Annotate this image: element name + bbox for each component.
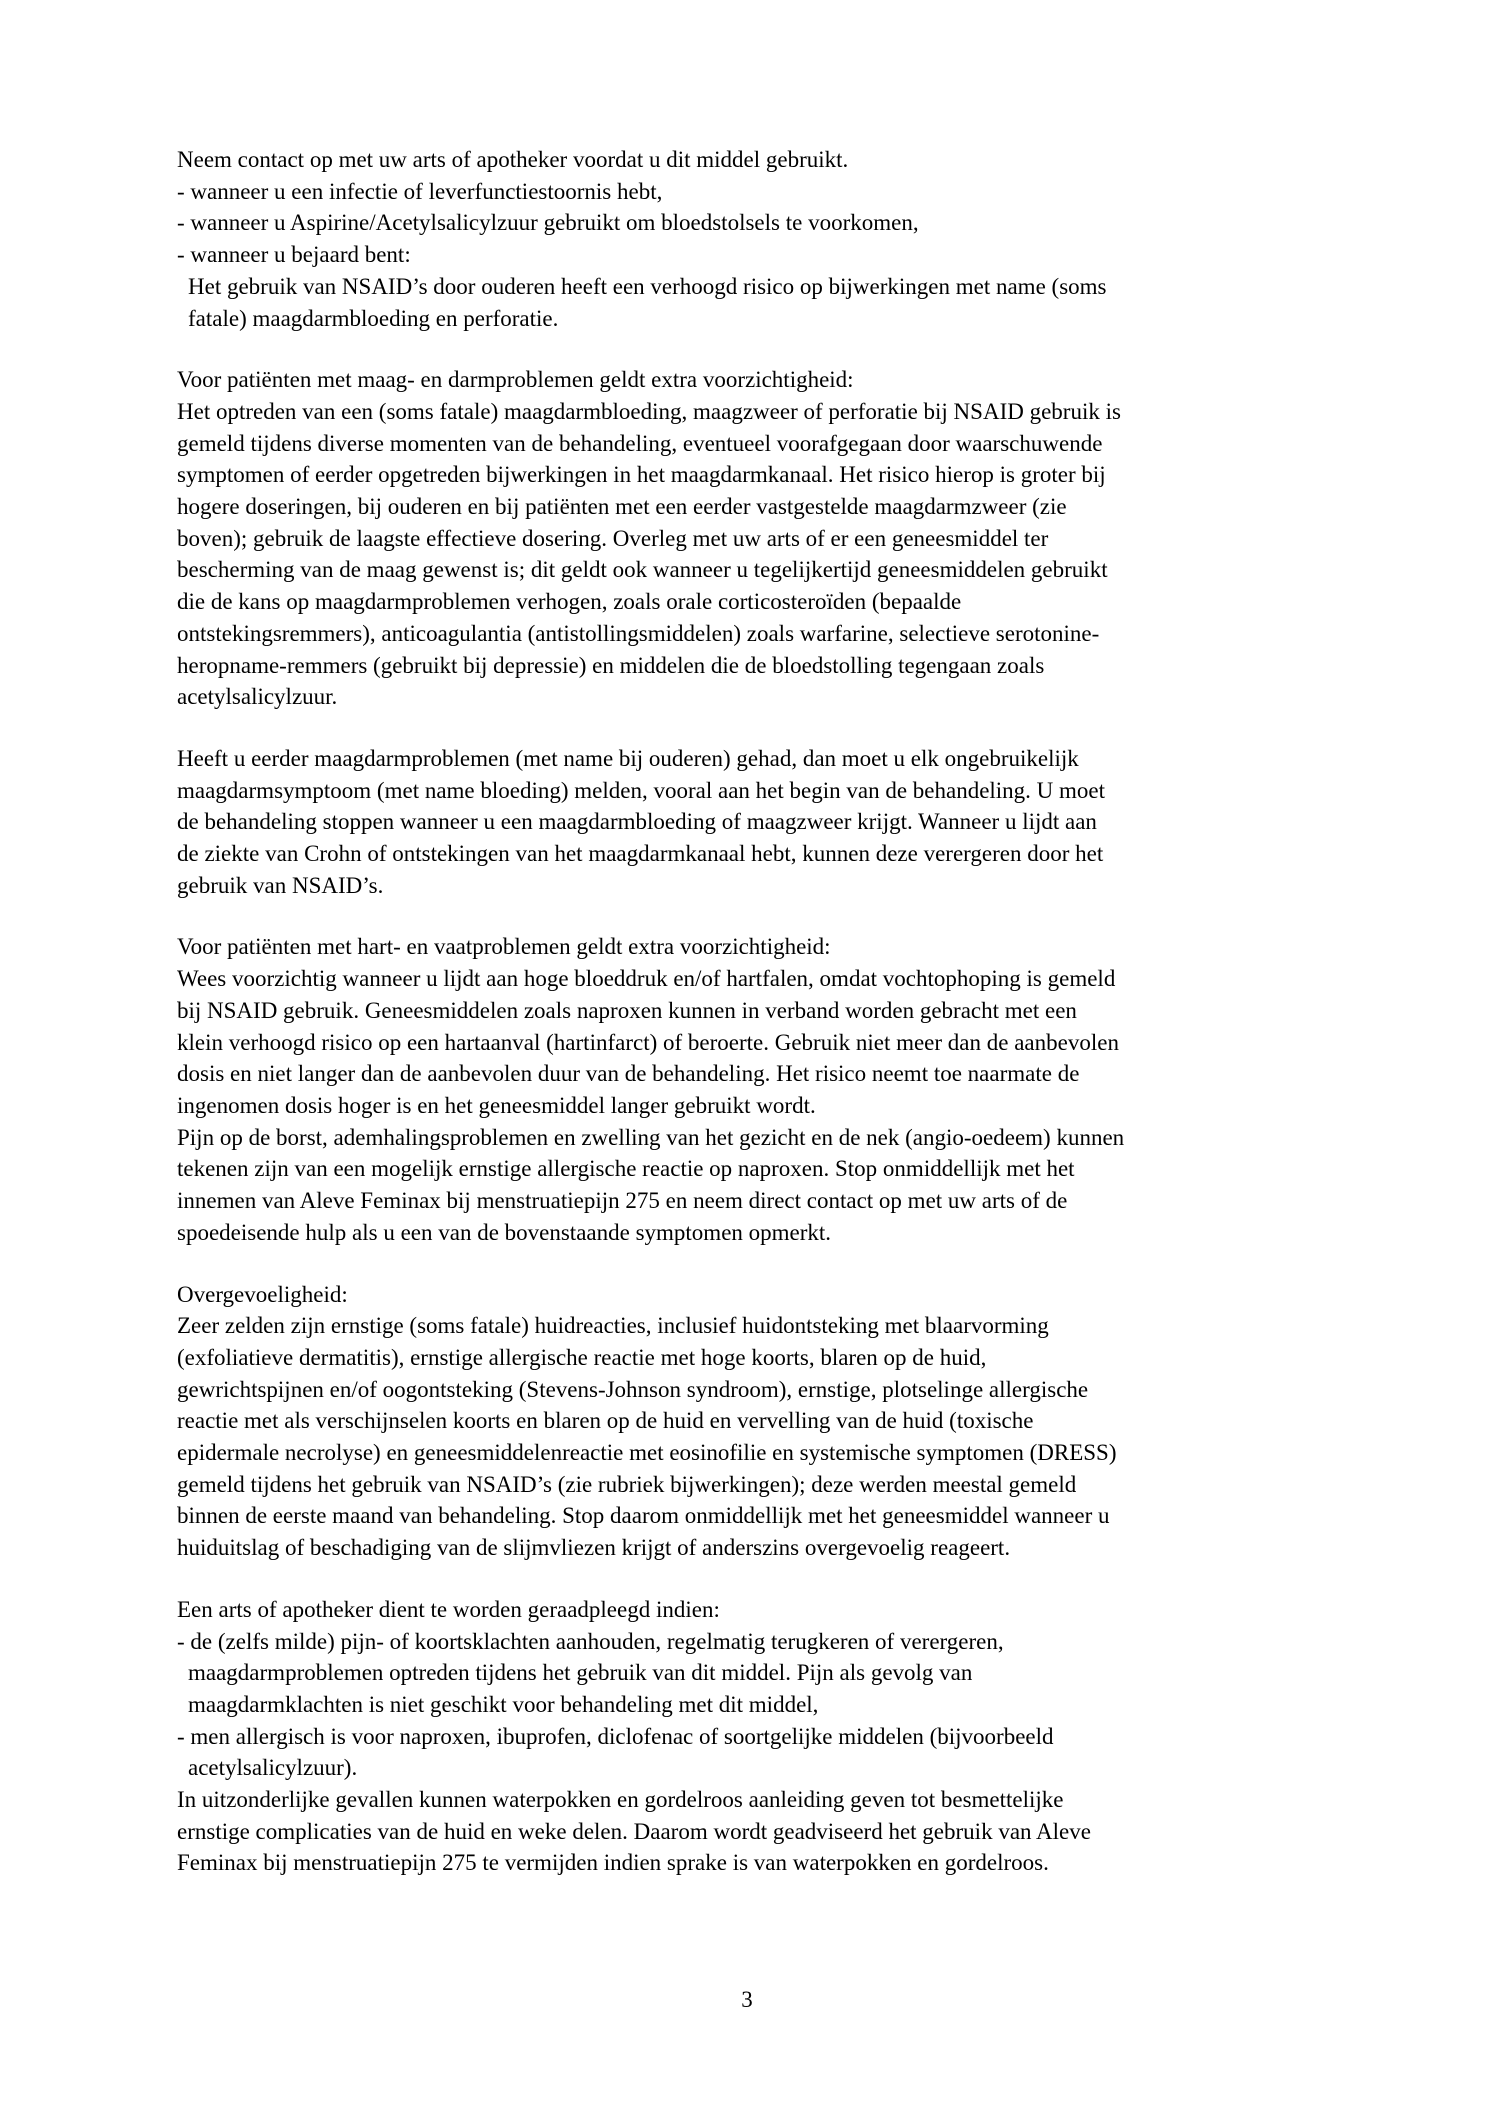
text-line: Pijn op de borst, ademhalingsproblemen en zwelling van het gezicht en de nek (angio-oedeem) kunnen [177,1124,1125,1150]
text-line: gebruik van NSAID’s. [177,872,384,898]
text-line: spoedeisende hulp als u een van de bovenstaande symptomen opmerkt. [177,1219,832,1245]
text-line: symptomen of eerder opgetreden bijwerkingen in het maagdarmkanaal. Het risico hierop is groter bij [177,462,1106,488]
text-line: Heeft u eerder maagdarmproblemen (met name bij ouderen) gehad, dan moet u elk ongebruikelijk [177,745,1079,771]
text-line: binnen de eerste maand van behandeling. Stop daarom onmiddellijk met het geneesmiddel wanneer u [177,1503,1110,1529]
text-line: ingenomen dosis hoger is en het geneesmiddel langer gebruikt wordt. [177,1092,816,1118]
text-line: bij NSAID gebruik. Geneesmiddelen zoals naproxen kunnen in verband worden gebracht met een [177,997,1077,1023]
text-line: Het optreden van een (soms fatale) maagdarmbloeding, maagzweer of perforatie bij NSAID gebruik is [177,398,1121,424]
text-line: acetylsalicylzuur). [188,1755,358,1781]
text-line: gemeld tijdens diverse momenten van de behandeling, eventueel voorafgegaan door waarschuwende [177,430,1103,456]
text-line: boven); gebruik de laagste effectieve dosering. Overleg met uw arts of er een geneesmiddel ter [177,525,1049,551]
text-line: fatale) maagdarmbloeding en perforatie. [188,305,559,331]
paragraph [177,1279,1457,1564]
text-line: de behandeling stoppen wanneer u een maagdarmbloeding of maagzweer krijgt. Wanneer u lijdt aan [177,809,1097,835]
text-line: - men allergisch is voor naproxen, ibuprofen, diclofenac of soortgelijke middelen (bijvoorbeeld [177,1723,1054,1749]
paragraph [177,1594,1457,1879]
text-line: Voor patiënten met maag- en darmproblemen geldt extra voorzichtigheid: [177,367,854,393]
text-line: Neem contact op met uw arts of apotheker voordat u dit middel gebruikt. [177,147,849,172]
page-footer [0,1984,1494,2016]
text-line: epidermale necrolyse) en geneesmiddelenreactie met eosinofilie en systemische symptomen (DRESS) [177,1440,1117,1466]
text-line: acetylsalicylzuur. [177,684,338,710]
text-line: gewrichtspijnen en/of oogontsteking (Stevens-Johnson syndroom), ernstige, plotselinge allergische [177,1376,1089,1402]
text-line: die de kans op maagdarmproblemen verhogen, zoals orale corticosteroïden (bepaalde [177,589,962,615]
paragraph [177,743,1457,902]
text-line: ontstekingsremmers), anticoagulantia (antistollingsmiddelen) zoals warfarine, selectieve serotonine- [177,620,1100,646]
text-line: - wanneer u Aspirine/Acetylsalicylzuur gebruikt om bloedstolsels te voorkomen, [177,210,919,236]
text-line: - wanneer u bejaard bent: [177,242,411,268]
text-line: hogere doseringen, bij ouderen en bij patiënten met een eerder vastgestelde maagdarmzweer (zie [177,494,1067,520]
text-line: maagdarmklachten is niet geschikt voor behandeling met dit middel, [188,1691,819,1717]
paragraph [177,931,1457,1248]
text-line: Voor patiënten met hart- en vaatproblemen geldt extra voorzichtigheid: [177,934,831,960]
text-line: Feminax bij menstruatiepijn 275 te vermijden indien sprake is van waterpokken en gordelroos. [177,1850,1049,1876]
paragraph [177,364,1457,713]
text-line: maagdarmsymptoom (met name bloeding) melden, vooral aan het begin van de behandeling. U moet [177,777,1106,803]
document-body [177,144,1457,1909]
text-line: (exfoliatieve dermatitis), ernstige allergische reactie met hoge koorts, blaren op de huid, [177,1344,987,1370]
text-line: Zeer zelden zijn ernstige (soms fatale) huidreacties, inclusief huidontsteking met blaarvorming [177,1313,1049,1339]
text-line: - de (zelfs milde) pijn- of koortsklachten aanhouden, regelmatig terugkeren of verergeren, [177,1628,1004,1654]
text-line: innemen van Aleve Feminax bij menstruatiepijn 275 en neem direct contact op met uw arts of de [177,1188,1068,1214]
text-line: heropname-remmers (gebruikt bij depressie) en middelen die de bloedstolling tegengaan zoals [177,652,1045,678]
text-line: In uitzonderlijke gevallen kunnen waterpokken en gordelroos aanleiding geven tot besmettelijke [177,1787,1064,1813]
text-line: Wees voorzichtig wanneer u lijdt aan hoge bloeddruk en/of hartfalen, omdat vochtophoping is gemeld [177,966,1116,992]
text-line: gemeld tijdens het gebruik van NSAID’s (zie rubriek bijwerkingen); deze werden meestal gemeld [177,1471,1077,1497]
text-line: - wanneer u een infectie of leverfunctiestoornis hebt, [177,178,663,204]
text-line: klein verhoogd risico op een hartaanval (hartinfarct) of beroerte. Gebruik niet meer dan de aanbevolen [177,1029,1119,1055]
text-line: reactie met als verschijnselen koorts en blaren op de huid en vervelling van de huid (toxische [177,1408,1034,1434]
text-line: maagdarmproblemen optreden tijdens het gebruik van dit middel. Pijn als gevolg van [188,1660,973,1686]
text-line: bescherming van de maag gewenst is; dit geldt ook wanneer u tegelijkertijd geneesmiddelen gebruikt [177,557,1108,583]
page-number: 3 [741,1987,753,2012]
text-line: huiduitslag of beschadiging van de slijmvliezen krijgt of anderszins overgevoelig reageert. [177,1535,1011,1561]
text-line: dosis en niet langer dan de aanbevolen duur van de behandeling. Het risico neemt toe naarmate de [177,1061,1080,1087]
text-line: de ziekte van Crohn of ontstekingen van het maagdarmkanaal hebt, kunnen deze verergeren door het [177,841,1104,867]
text-line: tekenen zijn van een mogelijk ernstige allergische reactie op naproxen. Stop onmiddellijk met het [177,1156,1075,1182]
paragraph [177,144,1457,334]
text-line: Het gebruik van NSAID’s door ouderen heeft een verhoogd risico op bijwerkingen met name (soms [188,273,1107,299]
text-line: Een arts of apotheker dient te worden geraadpleegd indien: [177,1596,720,1622]
text-line: ernstige complicaties van de huid en weke delen. Daarom wordt geadviseerd het gebruik van Aleve [177,1818,1091,1844]
text-line: Overgevoeligheid: [177,1281,348,1307]
